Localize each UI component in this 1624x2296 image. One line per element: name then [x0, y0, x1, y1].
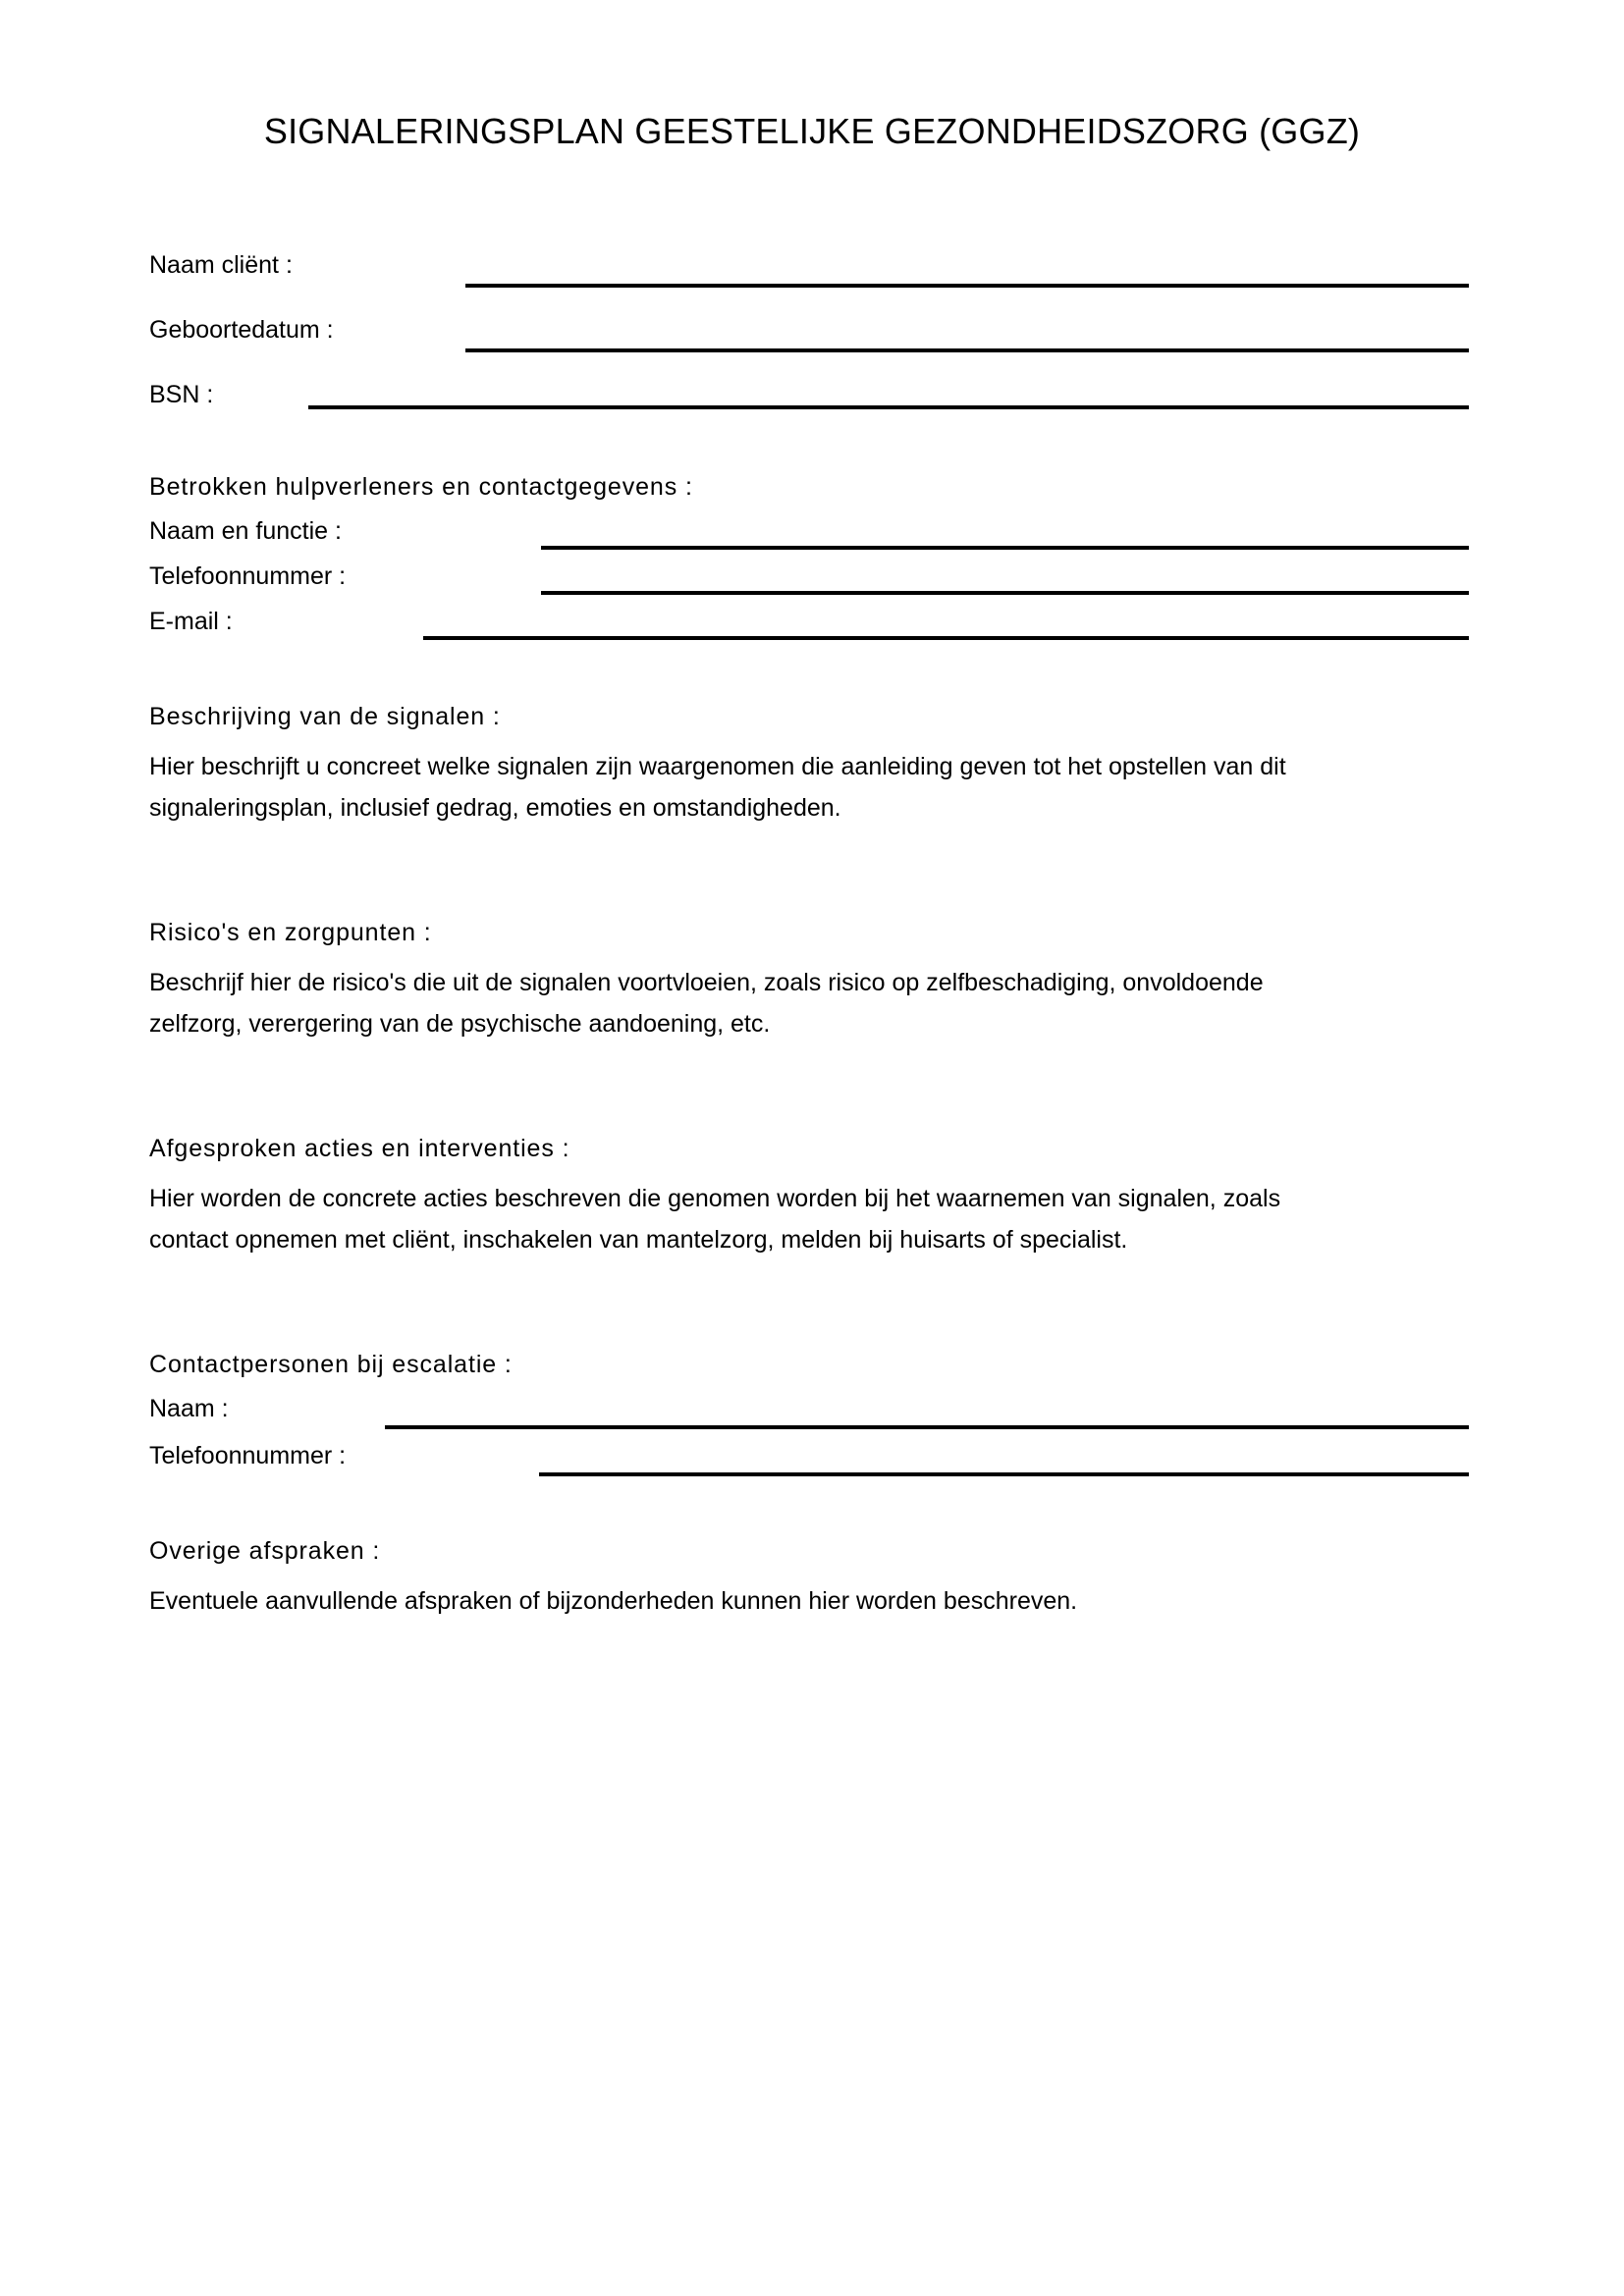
overige-section-heading: Overige afspraken : — [149, 1537, 381, 1565]
bsn-input-rule[interactable] — [308, 405, 1469, 409]
risicos-body-line-1: Beschrijf hier de risico's die uit de signalen voortvloeien, zoals risico op zelfbeschadiging, onvoldoende — [149, 969, 1264, 996]
hulpverlener-telefoonnummer-input-rule[interactable] — [541, 591, 1469, 595]
risicos-section-heading: Risico's en zorgpunten : — [149, 919, 432, 946]
signalen-body — [149, 746, 1485, 828]
escalatie-telefoonnummer-input-rule[interactable] — [539, 1472, 1469, 1476]
hulpverleners-section-heading: Betrokken hulpverleners en contactgegevens : — [149, 473, 693, 501]
escalatie-naam-input-rule[interactable] — [385, 1425, 1469, 1429]
escalatie-section-heading: Contactpersonen bij escalatie : — [149, 1351, 513, 1378]
bsn-label: BSN : — [149, 381, 214, 408]
hulpverlener-telefoonnummer-label: Telefoonnummer : — [149, 562, 347, 590]
naam-client-label: Naam cliënt : — [149, 251, 293, 279]
naam-client-input-rule[interactable] — [465, 284, 1469, 288]
acties-section-heading: Afgesproken acties en interventies : — [149, 1135, 570, 1162]
overige-body — [149, 1580, 1485, 1622]
geboortedatum-input-rule[interactable] — [465, 348, 1469, 352]
geboortedatum-label: Geboortedatum : — [149, 316, 334, 344]
signalen-body-line-2: signaleringsplan, inclusief gedrag, emoties en omstandigheden. — [149, 794, 841, 822]
risicos-body-line-2: zelfzorg, verergering van de psychische aandoening, etc. — [149, 1010, 771, 1038]
page-title: SIGNALERINGSPLAN GEESTELIJKE GEZONDHEIDSZORG (GGZ) — [263, 111, 1361, 151]
email-input-rule[interactable] — [423, 636, 1469, 640]
overige-body-line-1: Eventuele aanvullende afspraken of bijzonderheden kunnen hier worden beschreven. — [149, 1587, 1078, 1615]
acties-body-line-2: contact opnemen met cliënt, inschakelen van mantelzorg, melden bij huisarts of specialist. — [149, 1226, 1128, 1254]
email-label: E-mail : — [149, 608, 233, 635]
acties-body-line-1: Hier worden de concrete acties beschreven die genomen worden bij het waarnemen van signalen, zoals — [149, 1185, 1281, 1212]
signalen-body-line-1: Hier beschrijft u concreet welke signalen zijn waargenomen die aanleiding geven tot het opstellen van dit — [149, 753, 1286, 780]
naam-functie-input-rule[interactable] — [541, 546, 1469, 550]
signalen-section-heading: Beschrijving van de signalen : — [149, 703, 501, 730]
risicos-body — [149, 962, 1485, 1044]
acties-body — [149, 1178, 1485, 1260]
escalatie-telefoonnummer-label: Telefoonnummer : — [149, 1442, 347, 1469]
naam-functie-label: Naam en functie : — [149, 517, 342, 545]
escalatie-naam-label: Naam : — [149, 1395, 229, 1422]
